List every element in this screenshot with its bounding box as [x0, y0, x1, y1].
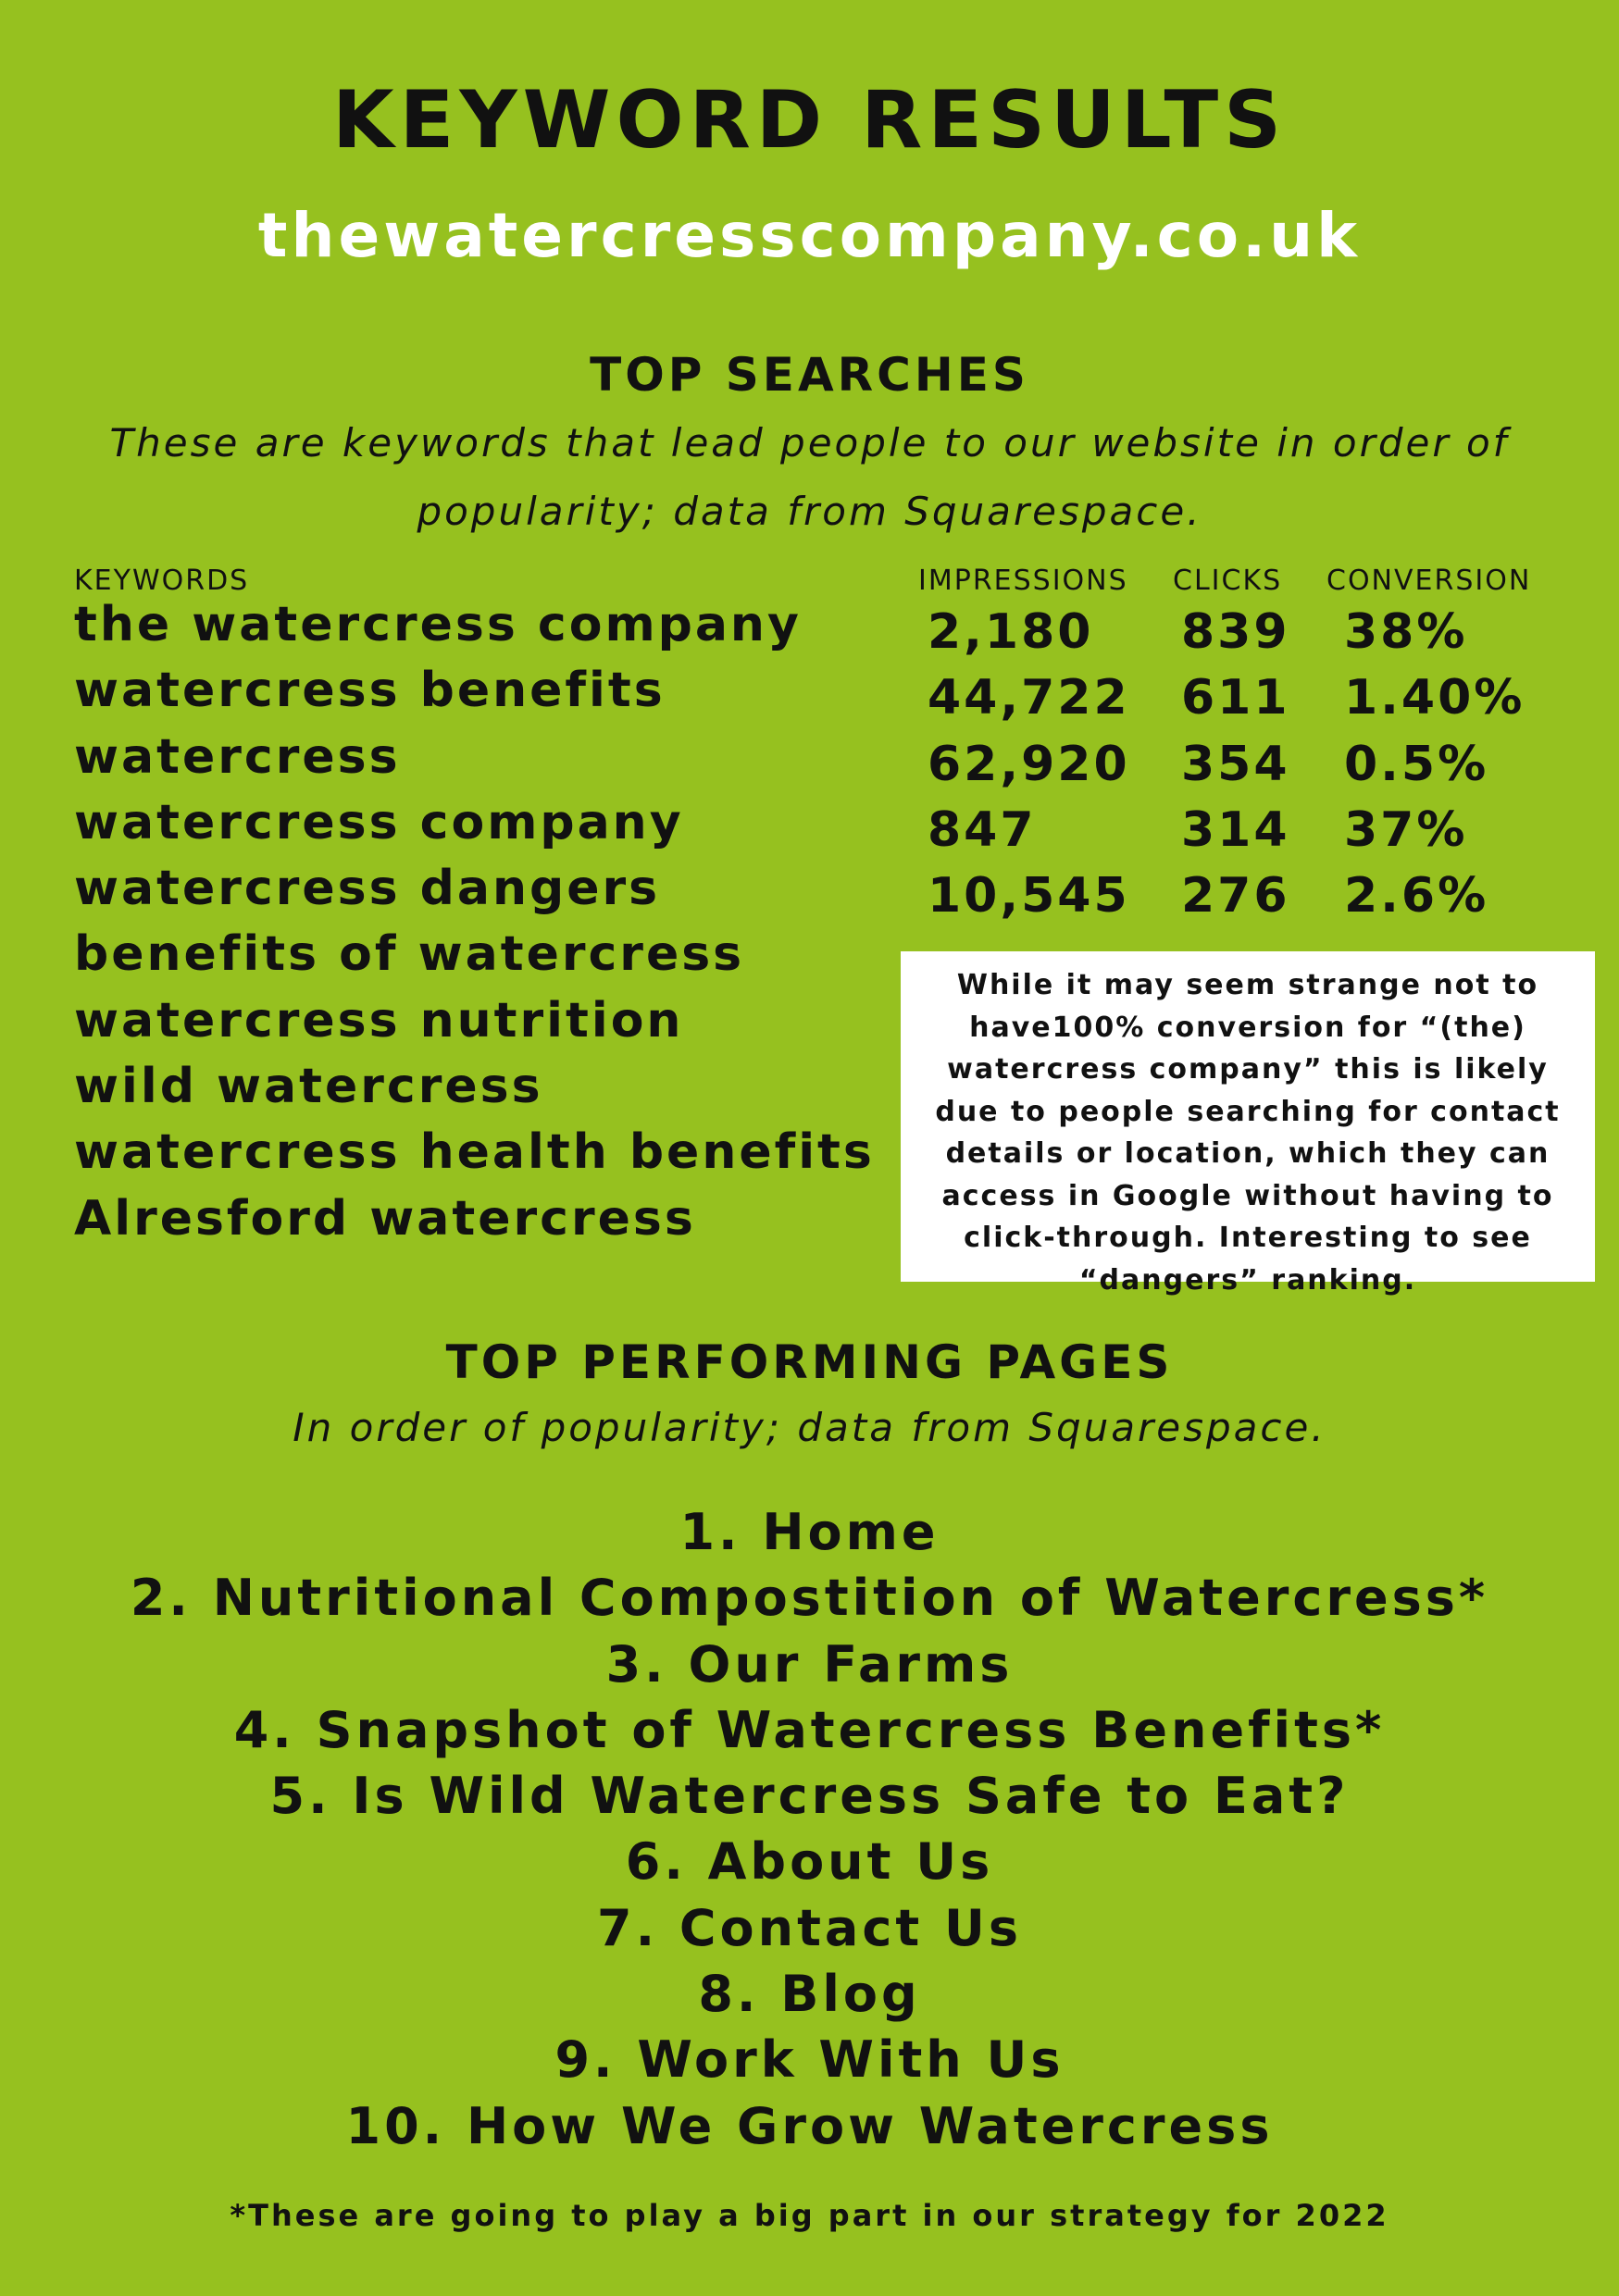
stats-row — [928, 863, 1594, 929]
page-list-item: 1. Home — [679, 1503, 940, 1561]
clicks-value: 276 — [1181, 868, 1290, 925]
page-title: KEYWORD RESULTS — [331, 74, 1288, 167]
conversion-value: 38% — [1344, 604, 1468, 660]
impressions-column-header: IMPRESSIONS — [918, 565, 1128, 597]
keyword-item: watercress dangers — [74, 861, 661, 917]
keyword-item: watercress — [74, 728, 401, 785]
clicks-value: 314 — [1181, 801, 1290, 858]
clicks-column-header: CLICKS — [1173, 565, 1283, 597]
top-pages-description: In order of popularity; data from Squarespace. — [293, 1405, 1326, 1450]
page-list-item: 8. Blog — [698, 1965, 921, 2024]
conversion-value: 1.40% — [1344, 670, 1526, 726]
top-pages-heading: TOP PERFORMING PAGES — [445, 1335, 1174, 1389]
impressions-value: 847 — [928, 801, 1037, 858]
page-list-item: 6. About Us — [625, 1832, 994, 1892]
keyword-stats-table — [928, 600, 1594, 929]
page-list-item: 7. Contact Us — [597, 1898, 1022, 1957]
keywords-column-header: KEYWORDS — [74, 565, 250, 597]
clicks-value: 839 — [1181, 604, 1290, 660]
keyword-item: benefits of watercress — [74, 926, 745, 983]
stats-row — [928, 600, 1594, 665]
conversion-note-box: While it may seem strange not to have100% conversion for “(the) watercress company” this is likely due to people searching for contact details or location, which they can access in Google without having to click-through. Interesting to see “dangers” ranking. — [901, 951, 1595, 1282]
website-url: thewatercresscompany.co.uk — [257, 200, 1362, 271]
conversion-value: 37% — [1344, 801, 1468, 858]
keyword-item: watercress health benefits — [74, 1124, 875, 1181]
conversion-column-header: CONVERSION — [1326, 565, 1532, 597]
keyword-item: the watercress company — [74, 597, 802, 652]
keyword-item: watercress company — [74, 794, 684, 850]
conversion-value: 0.5% — [1344, 736, 1489, 792]
impressions-value: 2,180 — [928, 604, 1094, 660]
stats-row — [928, 798, 1594, 863]
top-pages-list — [0, 1499, 1619, 2159]
page-list-item: 2. Nutritional Compostition of Watercress* — [130, 1569, 1489, 1628]
stats-row — [928, 665, 1594, 731]
impressions-value: 44,722 — [928, 670, 1130, 726]
page-list-item: 3. Our Farms — [605, 1634, 1014, 1694]
clicks-value: 354 — [1181, 736, 1290, 792]
conversion-value: 2.6% — [1344, 868, 1489, 925]
page-list-item: 10. How We Grow Watercress — [345, 2096, 1274, 2155]
page-list-item: 5. Is Wild Watercress Safe to Eat? — [269, 1767, 1350, 1826]
keyword-item: Alresford watercress — [74, 1190, 696, 1247]
strategy-footnote: *These are going to play a big part in our strategy for 2022 — [230, 2198, 1389, 2233]
clicks-value: 611 — [1181, 670, 1290, 726]
page-list-item: 4. Snapshot of Watercress Benefits* — [233, 1700, 1386, 1759]
top-searches-description: These are keywords that lead people to our website in order of popularity; data from Squarespace. — [109, 420, 1510, 534]
keyword-list — [74, 592, 875, 1252]
impressions-value: 62,920 — [928, 736, 1130, 792]
page-list-item: 9. Work With Us — [554, 2030, 1065, 2090]
keyword-item: wild watercress — [74, 1059, 543, 1115]
impressions-value: 10,545 — [928, 868, 1130, 925]
top-searches-heading: TOP SEARCHES — [590, 348, 1029, 402]
keyword-item: watercress benefits — [74, 663, 666, 719]
keyword-item: watercress nutrition — [74, 992, 684, 1049]
stats-row — [928, 732, 1594, 798]
